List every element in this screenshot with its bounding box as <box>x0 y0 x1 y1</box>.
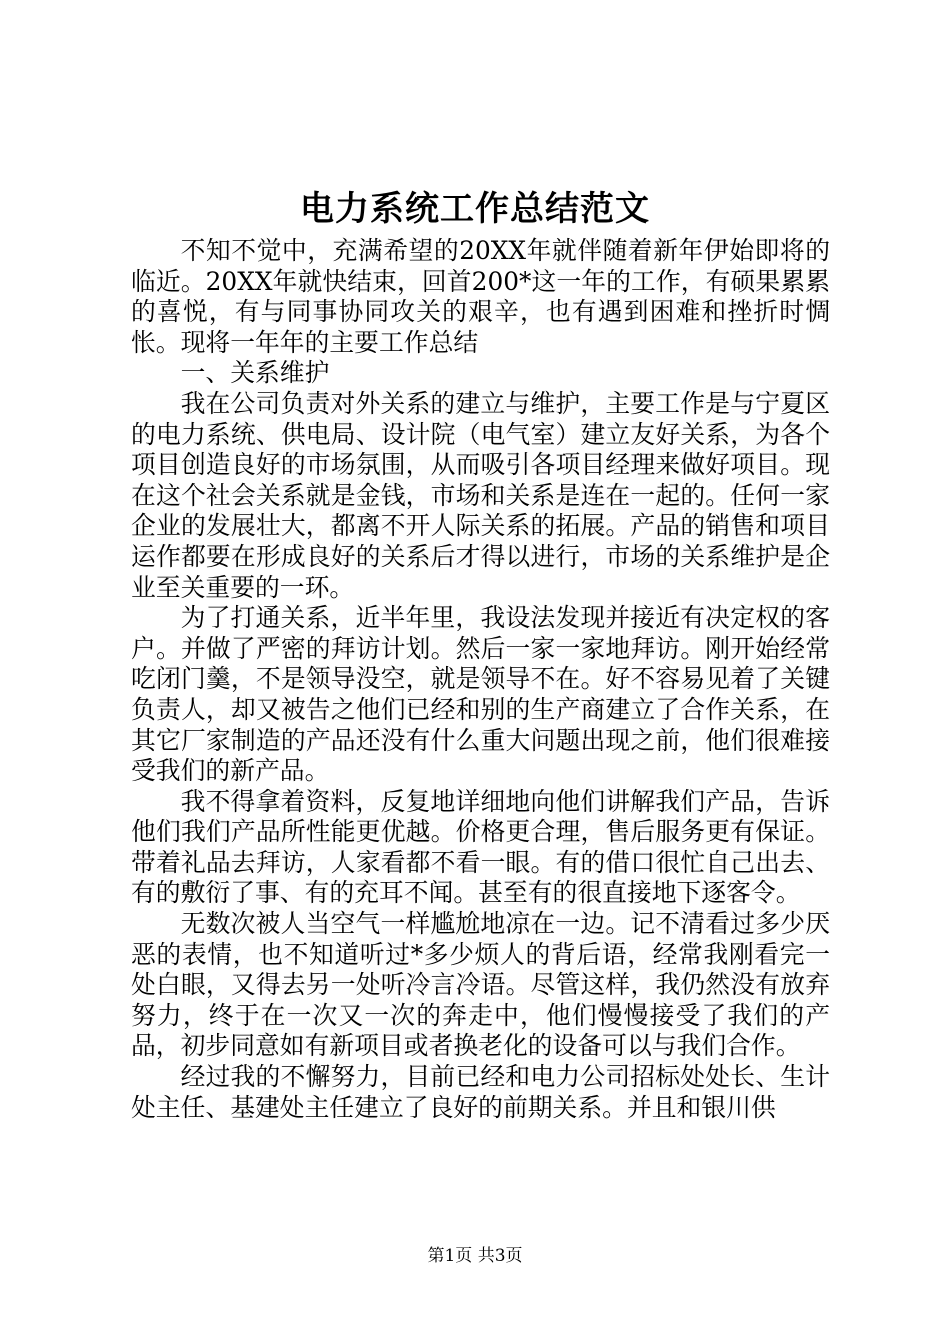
paragraph: 我在公司负责对外关系的建立与维护，主要工作是与宁夏区的电力系统、供电局、设计院（电气室）建立友好关系，为各个项目创造良好的市场氛围，从而吸引各项目经理来做好项目。现在这个社会关系就是金钱，市场和关系是连在一起的。任何一家企业的发展壮大，都离不开人际关系的拓展。产品的销售和项目运作都要在形成良好的关系后才得以进行，市场的关系维护是企业至关重要的一环。 <box>131 388 830 602</box>
paragraph: 经过我的不懈努力，目前已经和电力公司招标处处长、生计处主任、基建处主任建立了良好的前期关系。并且和银川供 <box>131 1062 830 1122</box>
paragraph: 我不得拿着资料，反复地详细地向他们讲解我们产品，告诉他们我们产品所性能更优越。价格更合理，售后服务更有保证。带着礼品去拜访，人家看都不看一眼。有的借口很忙自己出去、有的敷衍了事、有的充耳不闻。甚至有的很直接地下逐客令。 <box>131 786 830 908</box>
page-number-footer: 第1页 共3页 <box>427 1246 523 1266</box>
paragraph: 无数次被人当空气一样尴尬地凉在一边。记不清看过多少厌恶的表情，也不知道听过*多少烦人的背后语，经常我刚看完一处白眼，又得去另一处听冷言冷语。尽管这样，我仍然没有放弃努力，终于在一次又一次的奔走中，他们慢慢接受了我们的产品，初步同意如有新项目或者换老化的设备可以与我们合作。 <box>131 909 830 1061</box>
document-title: 电力系统工作总结范文 <box>300 189 650 229</box>
document-body <box>131 236 830 1123</box>
paragraph: 为了打通关系，近半年里，我设法发现并接近有决定权的客户。并做了严密的拜访计划。然后一家一家地拜访。刚开始经常吃闭门羹，不是领导没空，就是领导不在。好不容易见着了关键负责人，却又被告之他们已经和别的生产商建立了合作关系，在其它厂家制造的产品还没有什么重大问题出现之前，他们很难接受我们的新产品。 <box>131 603 830 786</box>
paragraph-intro: 不知不觉中，充满希望的20XX年就伴随着新年伊始即将的临近。20XX年就快结束，回首200*这一年的工作，有硕果累累的喜悦，有与同事协同攻关的艰辛，也有遇到困难和挫折时惆怅。现将一年年的主要工作总结 <box>131 236 830 357</box>
section-heading: 一、关系维护 <box>180 358 330 388</box>
